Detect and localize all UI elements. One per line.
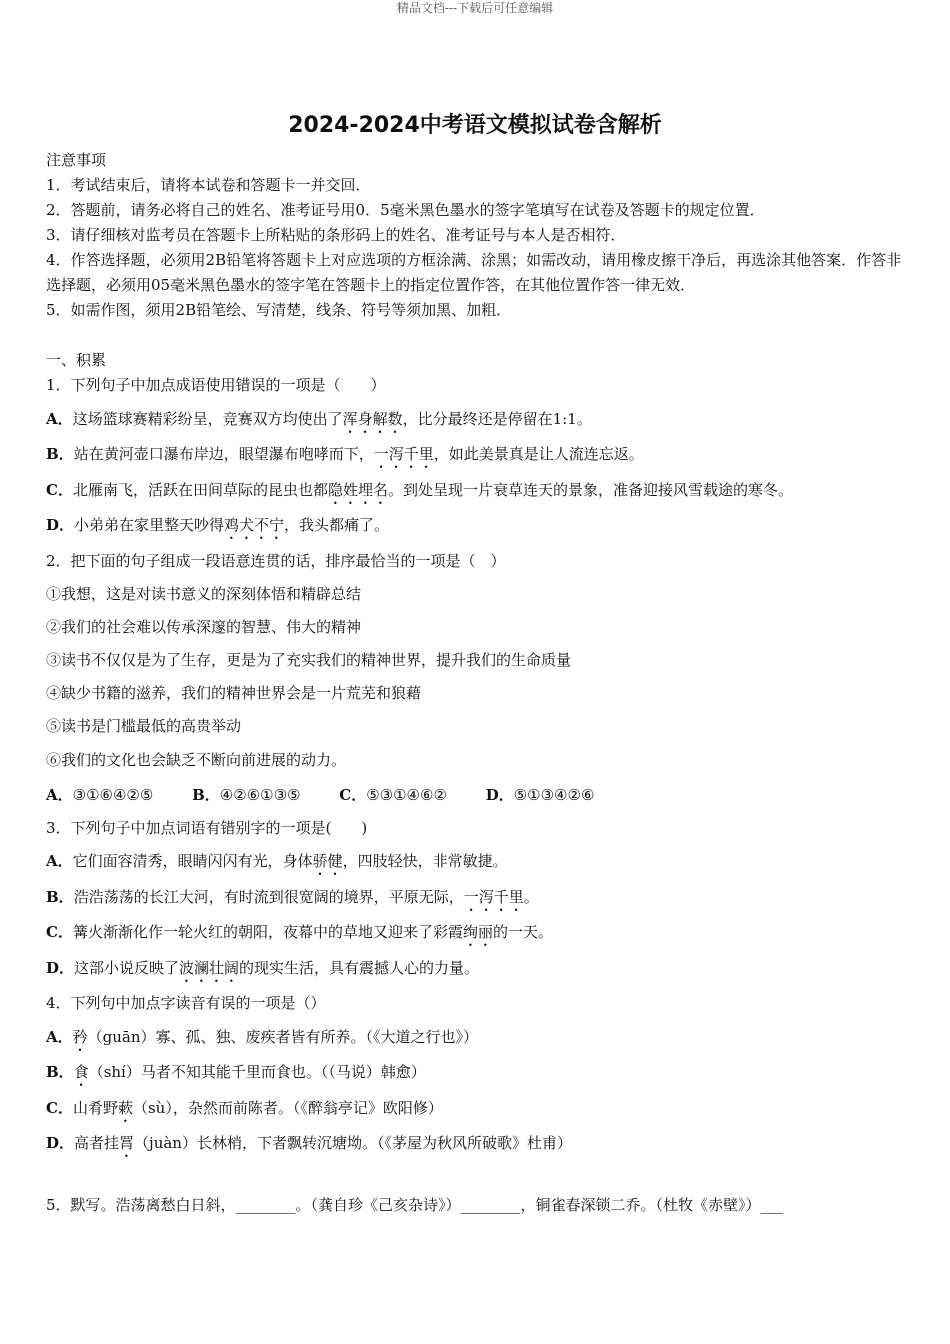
option-text: 它们面容清秀，眼睛闪闪有光，身体 bbox=[72, 852, 313, 870]
dotted-phrase: 骄健 bbox=[312, 852, 343, 870]
q3-option-c bbox=[46, 920, 906, 950]
dotted-char: 蔌 bbox=[117, 1099, 133, 1117]
q2-item-6: ⑥我们的文化也会缺乏不断向前进展的动力。 bbox=[46, 751, 347, 769]
dotted-phrase: 浑身解数 bbox=[342, 410, 403, 428]
option-text: 的现实生活，具有震撼人心的力量。 bbox=[239, 959, 480, 977]
option-label: D． bbox=[46, 1134, 75, 1152]
option-text: 。 bbox=[523, 888, 539, 906]
q1-option-d bbox=[46, 513, 906, 543]
notice-item-1: 1．考试结束后，请将本试卷和答题卡一并交回． bbox=[46, 176, 371, 194]
option-text: ，我头都痛了。 bbox=[284, 516, 390, 534]
option-label: D． bbox=[46, 959, 75, 977]
q1-stem: 1．下列句子中加点成语使用错误的一项是（ ） bbox=[46, 376, 386, 394]
option-text: ，四肢轻快，非常敏捷。 bbox=[342, 852, 508, 870]
notice-heading: 注意事项 bbox=[46, 151, 107, 169]
q4-option-b bbox=[46, 1060, 906, 1090]
q2-item-1: ①我想，这是对读书意义的深刻体悟和精辟总结 bbox=[46, 585, 362, 603]
option-text: 篝火渐渐化作一轮火红的朝阳，夜幕中的草地又迎来了彩霞 bbox=[72, 923, 463, 941]
option-text: ④②⑥①③⑤ bbox=[219, 786, 301, 804]
option-text: 小弟弟在家里整天吵得 bbox=[74, 516, 225, 534]
dotted-char: 矜 bbox=[72, 1028, 88, 1046]
q4-stem: 4．下列句中加点字读音有误的一项是（） bbox=[46, 994, 326, 1012]
q2-option-a bbox=[46, 783, 153, 808]
option-label: B． bbox=[46, 1063, 74, 1081]
dotted-char: 罥 bbox=[119, 1134, 135, 1152]
q4-option-c bbox=[46, 1096, 906, 1126]
q1-option-b bbox=[46, 442, 906, 472]
q4-option-a bbox=[46, 1025, 906, 1055]
option-text: 高者挂 bbox=[74, 1134, 120, 1152]
q3-stem: 3．下列句子中加点词语有错别字的一项是( ) bbox=[46, 819, 368, 837]
option-text: （juàn）长林梢，下者飘转沉塘坳。（《茅屋为秋风所破歌》杜甫） bbox=[134, 1134, 572, 1152]
option-label: D． bbox=[485, 786, 514, 804]
q4-option-d bbox=[46, 1131, 906, 1161]
dotted-phrase: 隐姓埋名 bbox=[327, 481, 388, 499]
dotted-phrase: 波澜壮阔 bbox=[179, 959, 240, 977]
q2-stem: 2．把下面的句子组成一段语意连贯的话，排序最恰当的一项是（ ） bbox=[46, 552, 506, 570]
option-text: 。到处呈现一片衰草连天的景象，准备迎接风雪载途的寒冬。 bbox=[387, 481, 793, 499]
notice-item-5: 5．如需作图，须用2B铅笔绘、写清楚，线条、符号等须加黑、加粗． bbox=[46, 301, 512, 319]
dotted-phrase: 一泻千里 bbox=[373, 445, 434, 463]
q5-stem: 5．默写。浩荡离愁白日斜，________。（龚自珍《己亥杂诗》）________，铜雀春深锁二乔。（杜牧《赤壁》）___ bbox=[46, 1196, 784, 1214]
option-text: 这场篮球赛精彩纷呈，竞赛双方均使出了 bbox=[72, 410, 343, 428]
option-text: 站在黄河壶口瀑布岸边，眼望瀑布咆哮而下， bbox=[73, 445, 374, 463]
q3-option-d bbox=[46, 956, 906, 986]
option-text: 这部小说反映了 bbox=[74, 959, 180, 977]
notice-item-4: 4．作答选择题，必须用2B铅笔将答题卡上对应选项的方框涂满、涂黑；如需改动，请用橡皮擦干净后，再选涂其他答案．作答非选择题，必须用05毫米黑色墨水的签字笔在答题卡上的指定位置作答，在其他位置作答一律无效． bbox=[46, 251, 902, 294]
option-label: A． bbox=[46, 852, 73, 870]
option-text: 浩浩荡荡的长江大河，有时流到很宽阔的境界，平原无际， bbox=[73, 888, 464, 906]
option-label: A． bbox=[46, 410, 73, 428]
notice-item-2: 2．答题前，请务必将自己的姓名、准考证号用0．5毫米黑色墨水的签字笔填写在试卷及答题卡的规定位置． bbox=[46, 201, 765, 219]
option-text: ⑤①③④②⑥ bbox=[513, 786, 595, 804]
q2-item-3: ③读书不仅仅是为了生存，更是为了充实我们的精神世界，提升我们的生命质量 bbox=[46, 651, 572, 669]
option-label: B． bbox=[46, 445, 74, 463]
notice-section bbox=[46, 148, 906, 323]
option-text: ③①⑥④②⑤ bbox=[72, 786, 154, 804]
option-text: 山肴野 bbox=[72, 1099, 118, 1117]
page-header: 精品文档---下载后可任意编辑 bbox=[396, 1, 554, 15]
option-text: （sù），杂然而前陈者。（《醉翁亭记》欧阳修） bbox=[132, 1099, 443, 1117]
option-text: （guān）寡、孤、独、废疾者皆有所养。（《大道之行也》） bbox=[87, 1028, 479, 1046]
q2-option-c bbox=[339, 783, 447, 808]
page-title: 2024-2024中考语文模拟试卷含解析 bbox=[288, 113, 662, 138]
option-text: 的一天。 bbox=[492, 923, 553, 941]
q2-item-2: ②我们的社会难以传承深邃的智慧、伟大的精神 bbox=[46, 618, 362, 636]
option-text: ，如此美景真是让人流连忘返。 bbox=[433, 445, 644, 463]
option-label: B． bbox=[192, 786, 220, 804]
q2-options bbox=[46, 783, 906, 808]
q3-option-a bbox=[46, 849, 906, 879]
option-label: C． bbox=[46, 1099, 73, 1117]
option-text: 北雁南飞，活跃在田间草际的昆虫也都 bbox=[72, 481, 328, 499]
q2-item-5: ⑤读书是门槛最低的高贵举动 bbox=[46, 717, 242, 735]
section-title: 一、积累 bbox=[46, 351, 107, 369]
q2-option-b bbox=[192, 783, 300, 808]
q1-option-a bbox=[46, 407, 906, 437]
option-label: B． bbox=[46, 888, 74, 906]
option-label: C． bbox=[46, 923, 73, 941]
option-text: （shí）马者不知其能千里而食也。（（马说）韩愈） bbox=[88, 1063, 426, 1081]
option-text: ⑤③①④⑥② bbox=[366, 786, 447, 804]
option-text: ，比分最终还是停留在1:1。 bbox=[402, 410, 592, 428]
q2-option-d bbox=[486, 783, 595, 808]
q3-option-b bbox=[46, 885, 906, 915]
q1-option-c bbox=[46, 478, 906, 508]
option-label: C． bbox=[46, 481, 73, 499]
dotted-phrase: 鸡犬不宁 bbox=[224, 516, 285, 534]
dotted-phrase: 绚丽 bbox=[462, 923, 493, 941]
option-label: C． bbox=[339, 786, 367, 804]
dotted-phrase: 一泻千里 bbox=[463, 888, 524, 906]
notice-item-3: 3．请仔细核对监考员在答题卡上所粘贴的条形码上的姓名、准考证号与本人是否相符． bbox=[46, 226, 626, 244]
section-heading bbox=[46, 348, 906, 398]
option-label: D． bbox=[46, 516, 75, 534]
option-label: A． bbox=[46, 786, 73, 804]
q2-item-4: ④缺少书籍的滋养，我们的精神世界会是一片荒芜和狼藉 bbox=[46, 684, 422, 702]
option-label: A． bbox=[46, 1028, 73, 1046]
dotted-char: 食 bbox=[73, 1063, 89, 1081]
